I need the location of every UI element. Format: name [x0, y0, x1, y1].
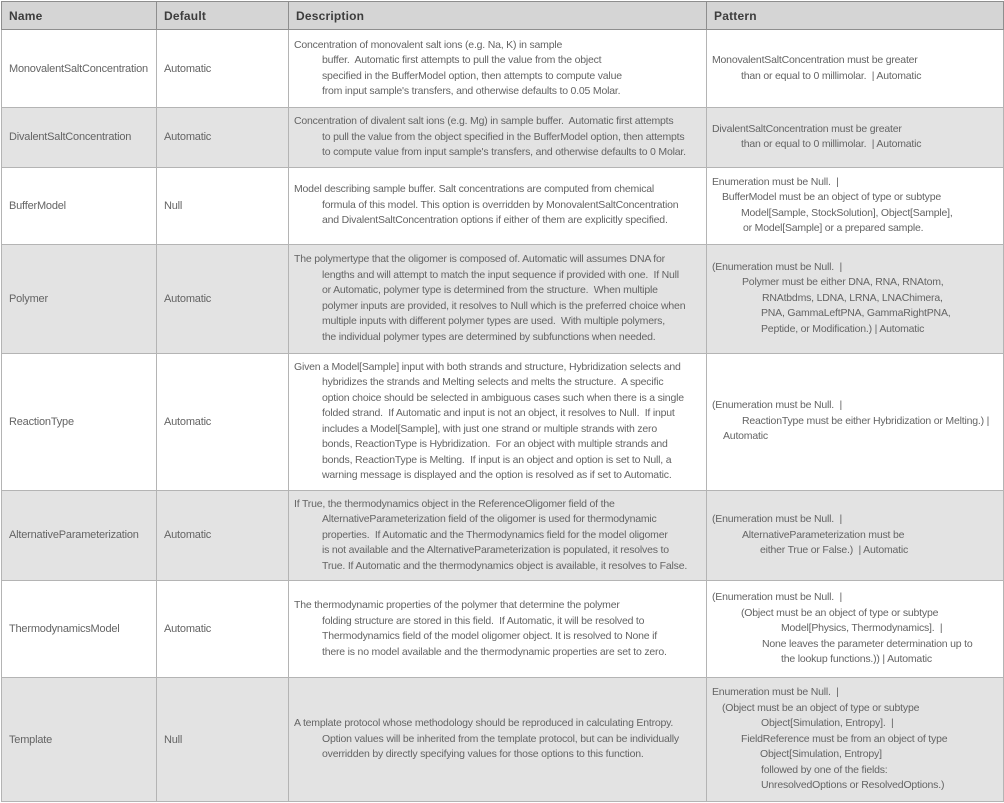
- pattern-line: DivalentSaltConcentration must be greater: [712, 122, 902, 135]
- description-line: option choice should be selected in ambiguous cases such when there is a single: [322, 391, 684, 404]
- table-header: [2, 2, 1004, 30]
- option-description: [289, 490, 707, 581]
- description-line: The thermodynamic properties of the polymer that determine the polymer: [294, 599, 620, 611]
- pattern-line: Object[Simulation, Entropy]. |: [761, 717, 894, 730]
- description-line: warning message is displayed and the option is resolved as if set to Automatic.: [322, 469, 672, 481]
- pattern-line: Enumeration must be Null. |: [712, 175, 839, 188]
- table-row: [2, 353, 1004, 490]
- description-line: from input sample's transfers, and otherwise defaults to 0.05 Molar.: [322, 85, 621, 97]
- description-line: If True, the thermodynamics object in the ReferenceOligomer field of the: [294, 497, 615, 510]
- description-line: or Automatic, polymer type is determined from the structure. When multiple: [322, 284, 658, 296]
- description-line: and DivalentSaltConcentration options if either of them are explicitly specified.: [322, 214, 668, 227]
- option-description: [289, 167, 707, 244]
- pattern-line: (Enumeration must be Null. |: [712, 591, 842, 604]
- pattern-line: Object[Simulation, Entropy]: [760, 748, 882, 761]
- description-line: True. If Automatic and the thermodynamics object is available, it resolves to False.: [322, 559, 688, 572]
- table-row: [2, 30, 1004, 108]
- pattern-line: RNAtbdms, LDNA, LRNA, LNAChimera,: [762, 291, 943, 304]
- option-default: Automatic: [157, 490, 289, 581]
- table-row: [2, 581, 1004, 678]
- pattern-line: than or equal to 0 millimolar. | Automatic: [741, 138, 922, 151]
- table-row: [2, 244, 1004, 353]
- pattern-line: FieldReference must be from an object of type: [741, 732, 948, 745]
- description-line: lengths and will attempt to match the input sequence if provided with one. If Null: [322, 268, 679, 281]
- pattern-line: BufferModel must be an object of type or subtype: [722, 191, 942, 203]
- description-line: formula of this model. This option is overridden by MonovalentSaltConcentration: [322, 198, 679, 211]
- option-pattern: [707, 167, 1004, 244]
- description-line: Concentration of divalent salt ions (e.g. Mg) in sample buffer. Automatic first attempts: [294, 115, 674, 127]
- option-name: ThermodynamicsModel: [2, 581, 157, 678]
- option-description: [289, 581, 707, 678]
- pattern-line: Peptide, or Modification.) | Automatic: [761, 322, 925, 335]
- option-description: [289, 244, 707, 353]
- pattern-line: followed by one of the fields:: [761, 763, 888, 776]
- description-line: is not available and the AlternativeParameterization is populated, it resolves to: [322, 544, 669, 556]
- pattern-line: Polymer must be either DNA, RNA, RNAtom,: [742, 276, 944, 289]
- pattern-line: PNA, GammaLeftPNA, GammaRightPNA,: [761, 307, 951, 320]
- description-line: The polymertype that the oligomer is composed of. Automatic will assumes DNA for: [294, 253, 665, 265]
- description-line: bonds, ReactionType is Hybridization. For an object with multiple strands and: [322, 438, 668, 450]
- option-pattern: [707, 30, 1004, 108]
- column-header-name: Name: [2, 2, 157, 30]
- pattern-line: or Model[Sample] or a prepared sample.: [743, 222, 924, 234]
- pattern-line: Enumeration must be Null. |: [712, 686, 839, 699]
- description-line: hybridizes the strands and Melting selects and melts the structure. A specific: [322, 376, 664, 388]
- header-row: [2, 2, 1004, 30]
- option-default: Automatic: [157, 353, 289, 490]
- description-line: the individual polymer types are determined by subfunctions when needed.: [322, 330, 656, 343]
- option-pattern: [707, 244, 1004, 353]
- option-description: [289, 353, 707, 490]
- pattern-line: (Object must be an object of type or subtype: [741, 606, 939, 619]
- description-line: Option values will be inherited from the template protocol, but can be individually: [322, 732, 679, 745]
- description-line: Model describing sample buffer. Salt concentrations are computed from chemical: [294, 183, 655, 196]
- option-name: Polymer: [2, 244, 157, 353]
- option-default: Automatic: [157, 108, 289, 168]
- pattern-line: than or equal to 0 millimolar. | Automatic: [741, 69, 922, 82]
- description-line: Concentration of monovalent salt ions (e.g. Na, K) in sample: [294, 38, 563, 51]
- pattern-line: (Object must be an object of type or subtype: [722, 701, 920, 714]
- option-name: Template: [2, 678, 157, 802]
- pattern-line: ReactionType must be either Hybridization or Melting.) |: [742, 414, 990, 427]
- description-line: folded strand. If Automatic and input is not an object, it resolves to Null. If input: [322, 407, 675, 419]
- option-description: [289, 678, 707, 802]
- description-line: to pull the value from the object specified in the BufferModel option, then attempts: [322, 130, 685, 143]
- option-default: Null: [157, 678, 289, 802]
- column-header-pattern: Pattern: [707, 2, 1004, 30]
- option-description: [289, 108, 707, 168]
- pattern-line: Automatic: [723, 430, 768, 443]
- option-default: Automatic: [157, 581, 289, 678]
- description-line: A template protocol whose methodology should be reproduced in calculating Entropy.: [294, 717, 674, 730]
- description-line: bonds, ReactionType is Melting. If input is an object and option is set to Null, a: [322, 453, 672, 466]
- option-description: [289, 30, 707, 108]
- description-line: Given a Model[Sample] input with both strands and structure, Hybridization selects and: [294, 360, 681, 373]
- option-name: ReactionType: [2, 353, 157, 490]
- description-line: Thermodynamics field of the model oligomer object. It is resolved to None if: [322, 630, 657, 642]
- table-row: [2, 167, 1004, 244]
- description-line: polymer inputs are provided, it resolves to Null which is the preferred choice when: [322, 299, 686, 312]
- description-line: properties. If Automatic and the Thermodynamics field for the model oligomer: [322, 528, 668, 541]
- option-pattern: [707, 353, 1004, 490]
- table-row: [2, 490, 1004, 581]
- pattern-line: MonovalentSaltConcentration must be greater: [712, 54, 918, 66]
- option-pattern: [707, 581, 1004, 678]
- option-default: Automatic: [157, 244, 289, 353]
- option-default: Null: [157, 167, 289, 244]
- option-pattern: [707, 490, 1004, 581]
- description-line: to compute value from input sample's transfers, and otherwise defaults to 0 Molar.: [322, 146, 686, 158]
- options-table: [1, 1, 1004, 802]
- column-header-default: Default: [157, 2, 289, 30]
- pattern-line: None leaves the parameter determination up to: [762, 637, 973, 650]
- pattern-line: (Enumeration must be Null. |: [712, 260, 842, 273]
- column-header-description: Description: [289, 2, 707, 30]
- pattern-line: either True or False.) | Automatic: [760, 544, 909, 556]
- pattern-line: the lookup functions.)) | Automatic: [781, 653, 932, 666]
- option-default: Automatic: [157, 30, 289, 108]
- table-row: [2, 108, 1004, 168]
- pattern-line: Model[Physics, Thermodynamics]. |: [781, 622, 943, 635]
- option-pattern: [707, 108, 1004, 168]
- description-line: multiple inputs with different polymer types are used. With multiple polymers,: [322, 315, 665, 327]
- option-name: DivalentSaltConcentration: [2, 108, 157, 168]
- pattern-line: UnresolvedOptions or ResolvedOptions.): [761, 779, 945, 792]
- description-line: specified in the BufferModel option, then attempts to compute value: [322, 69, 622, 82]
- pattern-line: Model[Sample, StockSolution], Object[Sample],: [741, 206, 953, 219]
- option-name: BufferModel: [2, 167, 157, 244]
- pattern-line: (Enumeration must be Null. |: [712, 399, 842, 412]
- description-line: buffer. Automatic first attempts to pull the value from the object: [322, 54, 602, 66]
- options-table-body: [2, 30, 1004, 802]
- description-line: AlternativeParameterization field of the oligomer is used for thermodynamic: [322, 513, 657, 525]
- option-pattern: [707, 678, 1004, 802]
- description-line: includes a Model[Sample], with just one strand or multiple strands with zero: [322, 422, 657, 435]
- description-line: overridden by directly specifying values for those options to this function.: [322, 748, 644, 761]
- pattern-line: (Enumeration must be Null. |: [712, 513, 842, 525]
- description-line: folding structure are stored in this field. If Automatic, it will be resolved to: [322, 614, 645, 627]
- table-row: [2, 678, 1004, 802]
- option-name: AlternativeParameterization: [2, 490, 157, 581]
- pattern-line: AlternativeParameterization must be: [742, 528, 905, 541]
- description-line: there is no model available and the thermodynamic properties are set to zero.: [322, 645, 667, 658]
- option-name: MonovalentSaltConcentration: [2, 30, 157, 108]
